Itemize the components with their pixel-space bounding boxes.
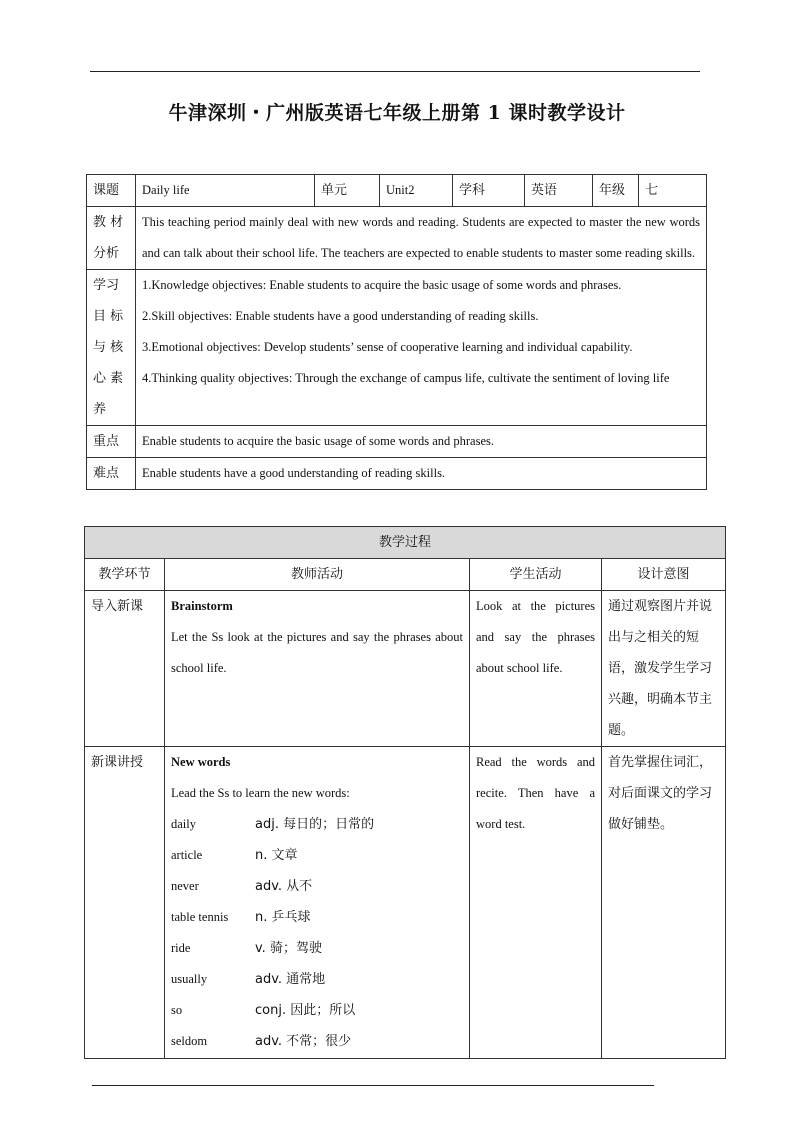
- objective-item: 3.Emotional objectives: Develop students’ sense of cooperative learning and individual capability.: [142, 340, 633, 354]
- unit-value: Unit2: [380, 175, 453, 207]
- word-term: never: [171, 879, 199, 893]
- word-entry: [171, 902, 463, 933]
- difficulty-label: 难点: [87, 458, 136, 490]
- difficulty-row: [87, 458, 707, 490]
- word-meaning: n. 乒乓球: [255, 910, 311, 925]
- process-header-row: [85, 559, 726, 591]
- word-meaning: conj. 因此；所以: [255, 1003, 356, 1018]
- teaching-process-table: [84, 526, 726, 1059]
- word-term: table tennis: [171, 910, 229, 924]
- word-entry: [171, 964, 463, 995]
- info-row: [87, 175, 707, 207]
- word-entry: [171, 1026, 463, 1057]
- word-term: article: [171, 848, 203, 862]
- word-entry: [171, 871, 463, 902]
- objectives-label-line: 与 核: [93, 340, 124, 355]
- process-title-row: [85, 527, 726, 559]
- objectives-label-line: 心 素: [93, 371, 124, 386]
- subject-value: 英语: [525, 175, 593, 207]
- word-term: daily: [171, 817, 196, 831]
- objective-item: 1.Knowledge objectives: Enable students to acquire the basic usage of some words and phrases.: [142, 278, 622, 292]
- word-meaning: v. 骑；驾驶: [255, 941, 322, 956]
- word-list: [171, 809, 463, 1057]
- activity-title: New words: [171, 755, 231, 769]
- topic-label: 课题: [87, 175, 136, 207]
- header-teacher: 教师活动: [165, 559, 470, 591]
- word-meaning: adv. 不常；很少: [255, 1034, 352, 1049]
- word-meaning: adj. 每日的；日常的: [255, 817, 375, 832]
- unit-label: 单元: [315, 175, 380, 207]
- difficulty-text: Enable students have a good understanding of reading skills.: [136, 458, 707, 490]
- activity-text: Lead the Ss to learn the new words:: [171, 786, 350, 800]
- objectives-row: [87, 270, 707, 426]
- header-stage: 教学环节: [85, 559, 165, 591]
- word-entry: [171, 809, 463, 840]
- word-term: seldom: [171, 1034, 208, 1048]
- objectives-label-line: 目 标: [93, 309, 124, 324]
- word-term: so: [171, 1003, 183, 1017]
- student-activity: Read the words and recite. Then have a word test.: [470, 747, 602, 1059]
- student-activity: Look at the pictures and say the phrases about school life.: [470, 591, 602, 747]
- design-purpose: 首先掌握住词汇，对后面课文的学习做好铺垫。: [602, 747, 726, 1059]
- analysis-label: [87, 207, 136, 270]
- subject-label: 学科: [453, 175, 525, 207]
- word-entry: [171, 933, 463, 964]
- analysis-text: This teaching period mainly deal with new words and reading. Students are expected to master the new words and can talk about their school life. The teachers are expected to enable students to master some reading skills.: [136, 207, 707, 270]
- word-entry: [171, 840, 463, 871]
- process-row-intro: [85, 591, 726, 747]
- word-term: usually: [171, 972, 208, 986]
- stage-cell: 导入新课: [85, 591, 165, 747]
- teacher-activity: [165, 591, 470, 747]
- objectives-label: [87, 270, 136, 426]
- objectives-label-line: 学习: [93, 278, 120, 293]
- key-point-text: Enable students to acquire the basic usage of some words and phrases.: [136, 426, 707, 458]
- grade-value: 七: [639, 175, 707, 207]
- word-meaning: n. 文章: [255, 848, 298, 863]
- header-student: 学生活动: [470, 559, 602, 591]
- topic-value: Daily life: [136, 175, 315, 207]
- footer-rule: [92, 1085, 654, 1086]
- teacher-activity: [165, 747, 470, 1059]
- word-meaning: adv. 从不: [255, 879, 313, 894]
- grade-label: 年级: [593, 175, 639, 207]
- stage-cell: 新课讲授: [85, 747, 165, 1059]
- header-purpose: 设计意图: [602, 559, 726, 591]
- activity-text: Let the Ss look at the pictures and say the phrases about school life.: [171, 630, 463, 675]
- page-title: 牛津深圳・广州版英语七年级上册第 1 课时教学设计: [168, 102, 626, 124]
- objectives-label-line: 养: [93, 402, 107, 417]
- activity-title: Brainstorm: [171, 599, 233, 613]
- lesson-info-table: [86, 174, 707, 490]
- word-entry: [171, 995, 463, 1026]
- analysis-label-line: 教 材: [93, 215, 124, 230]
- design-purpose: 通过观察图片并说出与之相关的短语，激发学生学习兴趣，明确本节主题。: [602, 591, 726, 747]
- objective-item: 2.Skill objectives: Enable students have a good understanding of reading skills.: [142, 309, 539, 323]
- process-title: 教学过程: [85, 527, 726, 559]
- analysis-label-line: 分析: [93, 246, 120, 261]
- word-term: ride: [171, 941, 191, 955]
- key-point-label: 重点: [87, 426, 136, 458]
- word-meaning: adv. 通常地: [255, 972, 326, 987]
- analysis-row: [87, 207, 707, 270]
- header-rule: [90, 71, 700, 72]
- process-row-new: [85, 747, 726, 1059]
- key-point-row: [87, 426, 707, 458]
- objectives-list: [136, 270, 707, 426]
- objective-item: 4.Thinking quality objectives: Through the exchange of campus life, cultivate the sentiment of loving life: [142, 371, 670, 385]
